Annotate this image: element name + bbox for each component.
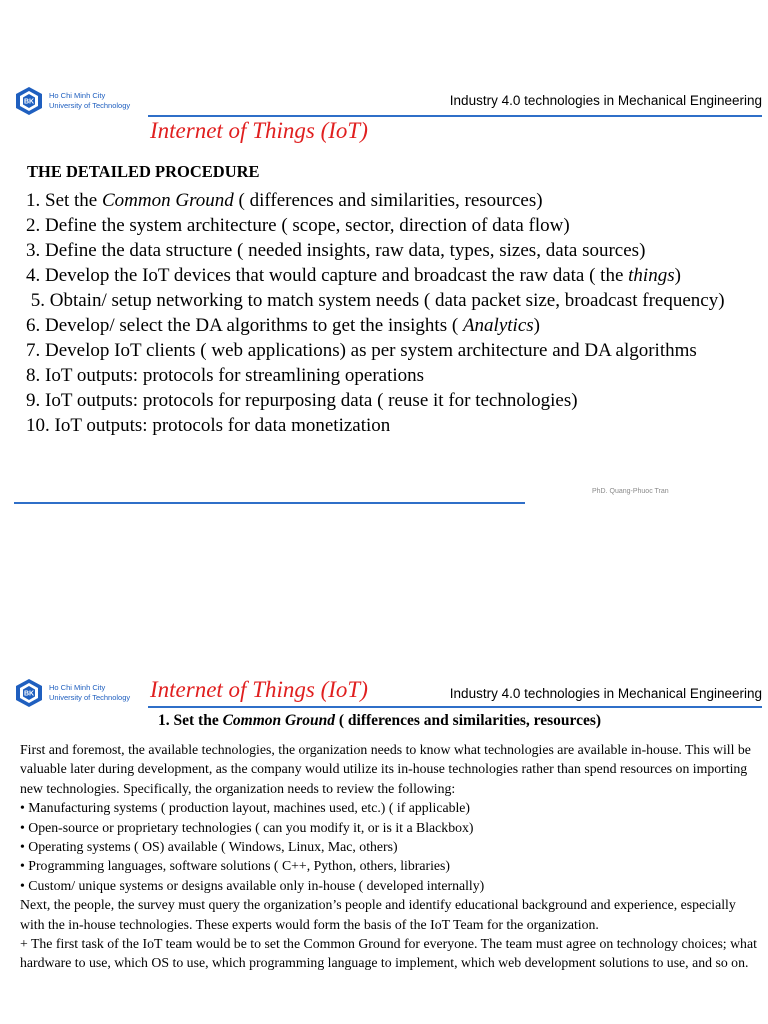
section-heading: THE DETAILED PROCEDURE (27, 162, 260, 181)
logo-line-2: University of Technology (49, 101, 131, 110)
item-emphasis: Analytics (462, 315, 534, 336)
procedure-list (26, 188, 756, 438)
procedure-item (26, 213, 756, 238)
logo-line-1: Ho Chi Minh City (49, 683, 106, 692)
item-text: 10. IoT outputs: protocols for data monetization (26, 415, 391, 436)
item-text: 6. Develop/ select the DA algorithms to get the insights ( (26, 315, 463, 336)
svg-text:BK: BK (23, 98, 35, 106)
slide-title: Internet of Things (IoT) (150, 677, 368, 702)
item-text: 2. Define the system architecture ( scope, sector, direction of data flow) (26, 215, 570, 236)
procedure-item (26, 413, 756, 438)
section-subtitle (158, 712, 601, 730)
logo-line-2: University of Technology (49, 693, 131, 702)
slide-2 (0, 660, 768, 1024)
author-footer: PhD. Quang-Phuoc Tran (592, 488, 669, 495)
slide-title: Internet of Things (IoT) (150, 118, 368, 143)
bullet-item: • Programming languages, software solutions ( C++, Python, others, libraries) (20, 858, 451, 874)
bullet-item: • Custom/ unique systems or designs available only in-house ( developed internally) (20, 877, 485, 893)
procedure-item (26, 388, 756, 413)
header-rule (148, 115, 762, 117)
item-emphasis: Common Ground (102, 190, 234, 211)
body-text (20, 740, 760, 973)
procedure-item (26, 188, 756, 213)
item-text: 1. Set the (26, 190, 102, 211)
item-text: 7. Develop IoT clients ( web applications) as per system architecture and DA algorithms (26, 340, 697, 361)
svg-text:BK: BK (23, 690, 35, 698)
item-text: 8. IoT outputs: protocols for streamlining operations (26, 365, 425, 386)
subtitle-prefix: 1. Set the (158, 712, 223, 729)
item-text-suffix: ) (674, 265, 681, 286)
subtitle-suffix: ( differences and similarities, resources) (335, 712, 602, 729)
item-text-suffix: ) (533, 315, 540, 336)
item-emphasis: things (628, 265, 675, 286)
university-logo (14, 86, 130, 116)
procedure-item (26, 263, 756, 288)
paragraph: Next, the people, the survey must query the organization’s people and identify educational background and experience, especially with the in-house technologies. These experts would form the basis of the IoT Team for the organization. (20, 897, 736, 932)
footer-rule (14, 502, 525, 504)
bk-logo-icon (14, 86, 44, 116)
bullet-item: • Operating systems ( OS) available ( Windows, Linux, Mac, others) (20, 839, 398, 855)
item-text: 9. IoT outputs: protocols for repurposing data ( reuse it for technologies) (26, 390, 578, 411)
course-header: Industry 4.0 technologies in Mechanical Engineering (449, 686, 762, 701)
subtitle-emphasis: Common Ground (222, 712, 335, 729)
procedure-item (26, 313, 756, 338)
paragraph: + The first task of the IoT team would be to set the Common Ground for everyone. The team must agree on technology choices; what hardware to use, which OS to use, which programming language to implement, which web development solutions to use, and so on. (20, 936, 757, 971)
paragraph: First and foremost, the available technologies, the organization needs to know what technologies are available in-house. This will be valuable later during development, as the company would utilize its in-house technologies rather than spend resources on importing new technologies. Specifically, the organization needs to review the following: (20, 742, 751, 796)
procedure-item (26, 288, 756, 313)
bullet-item: • Open-source or proprietary technologies ( can you modify it, or is it a Blackbox) (20, 819, 474, 835)
bullet-item: • Manufacturing systems ( production layout, machines used, etc.) ( if applicable) (20, 800, 471, 816)
procedure-item (26, 338, 756, 363)
course-header: Industry 4.0 technologies in Mechanical Engineering (449, 93, 762, 108)
item-text: 5. Obtain/ setup networking to match system needs ( data packet size, broadcast frequency) (26, 290, 725, 311)
procedure-item (26, 238, 756, 263)
item-text: 3. Define the data structure ( needed insights, raw data, types, sizes, data sources) (26, 240, 646, 261)
item-text: 4. Develop the IoT devices that would capture and broadcast the raw data ( the (26, 265, 629, 286)
logo-text (49, 91, 130, 111)
logo-text (49, 683, 130, 703)
university-logo (14, 678, 130, 708)
bk-logo-icon (14, 678, 44, 708)
item-text-suffix: ( differences and similarities, resources) (233, 190, 543, 211)
procedure-item (26, 363, 756, 388)
logo-line-1: Ho Chi Minh City (49, 91, 106, 100)
header-rule (148, 706, 762, 708)
